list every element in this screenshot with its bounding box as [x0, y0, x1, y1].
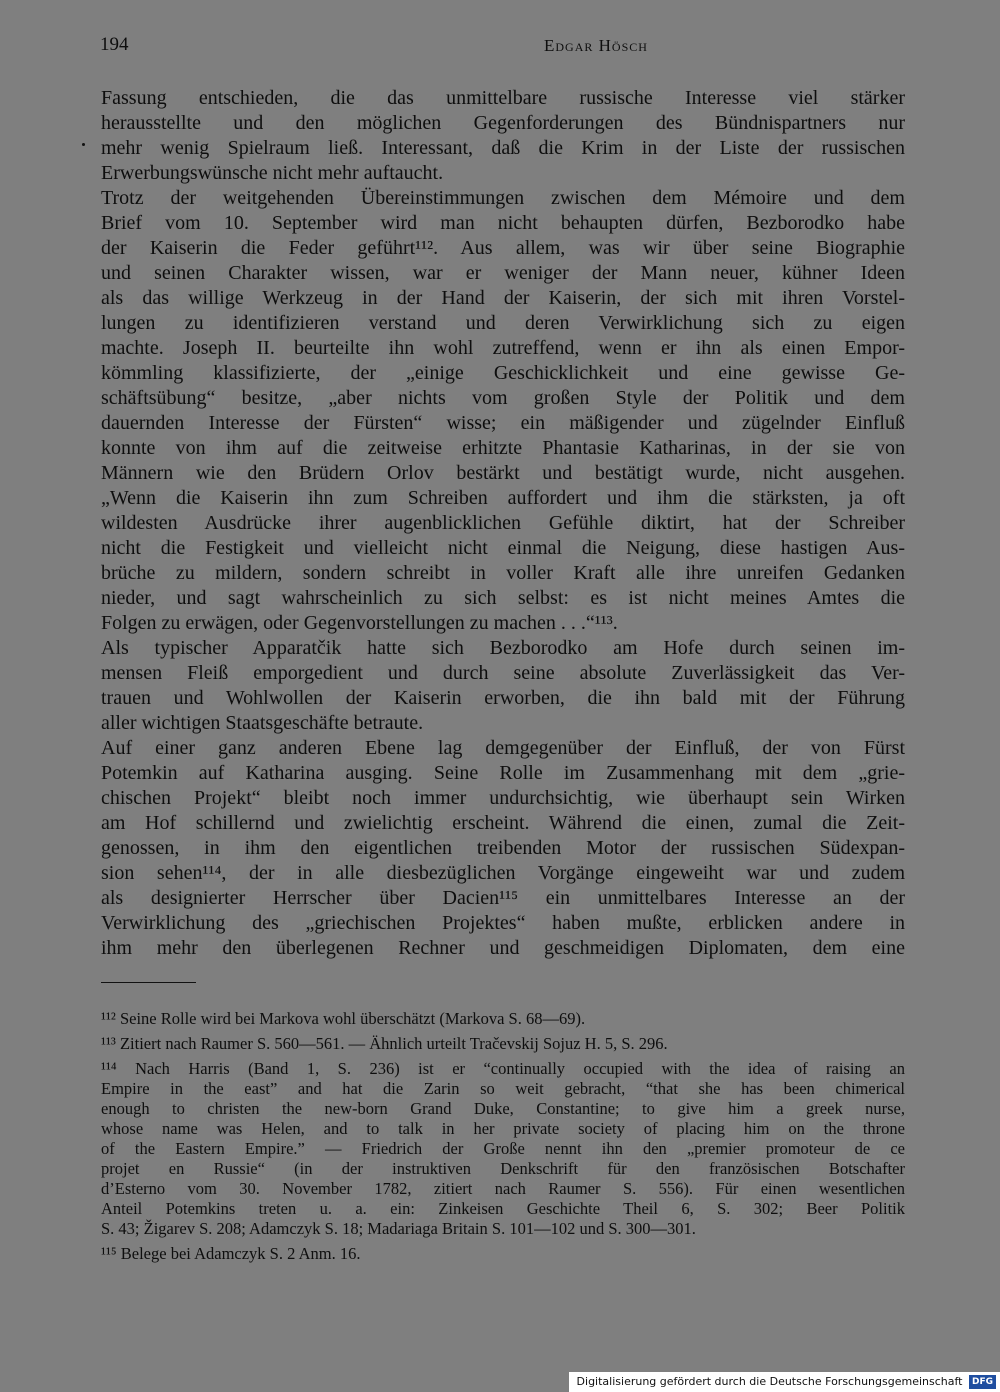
- footnote-line: ¹¹² Seine Rolle wird bei Markova wohl überschätzt (Markova S. 68—69).: [101, 1009, 586, 1028]
- footnote-divider: [101, 982, 196, 983]
- dfg-logo: DFG: [969, 1375, 996, 1389]
- text-line: und seinen Charakter wissen, war er weniger der Mann neuer, kühner Ideen: [101, 262, 905, 284]
- footnote-line: of the Eastern Empire.” — Friedrich der Große nennt ihn den „premier promoteur de ce: [101, 1139, 905, 1158]
- footnotes: [101, 1009, 905, 1264]
- text-line: chischen Projekt“ bleibt noch immer undurchsichtig, wie überhaupt sein Wirken: [101, 787, 905, 809]
- text-line: Fassung entschieden, die das unmittelbare russische Interesse viel stärker: [101, 87, 905, 109]
- text-line: Folgen zu erwägen, oder Gegenvorstellungen zu machen . . .“¹¹³.: [101, 612, 618, 634]
- text-line: „Wenn die Kaiserin ihn zum Schreiben auffordert und ihm die stärksten, ja oft: [101, 487, 905, 509]
- text-line: genossen, in ihm den eigentlichen treibenden Motor der russischen Südexpan-: [101, 837, 905, 859]
- running-head: Edgar Hösch: [544, 36, 648, 55]
- body-text: [101, 86, 905, 961]
- text-line: nieder, und sagt wahrscheinlich zu sich selbst: es ist nicht meines Amtes die: [101, 587, 905, 609]
- margin-mark: [82, 143, 85, 146]
- text-line: Als typischer Apparatčik hatte sich Bezborodko am Hofe durch seinen im-: [101, 637, 905, 659]
- footnote-112: [101, 1009, 905, 1029]
- text-line: mehr wenig Spielraum ließ. Interessant, daß die Krim in der Liste der russischen: [101, 137, 905, 159]
- footnote-line: ¹¹³ Zitiert nach Raumer S. 560—561. — Ähnlich urteilt Tračevskij Sojuz H. 5, S. 296.: [101, 1034, 668, 1053]
- footnote-line: Anteil Potemkins treten u. a. ein: Zinkeisen Geschichte Theil 6, S. 302; Beer Politik: [101, 1199, 905, 1218]
- text-line: nicht die Festigkeit und vielleicht nicht einmal die Neigung, diese hastigen Aus-: [101, 537, 905, 559]
- text-line: trauen und Wohlwollen der Kaiserin erworben, die ihn bald mit der Führung: [101, 687, 905, 709]
- funding-notice: [569, 1372, 1000, 1392]
- text-line: Männern wie den Brüdern Orlov bestärkt und bestätigt wurde, nicht ausgehen.: [101, 462, 905, 484]
- text-line: wildesten Ausdrücke ihrer augenblicklichen Gefühle diktirt, hat der Schreiber: [101, 512, 905, 534]
- footnote-line: S. 43; Žigarev S. 208; Adamczyk S. 18; Madariaga Britain S. 101—102 und S. 300—301.: [101, 1219, 696, 1238]
- text-line: als designierter Herrscher über Dacien¹¹⁵ ein unmittelbares Interesse an der: [101, 887, 905, 909]
- text-line: Auf einer ganz anderen Ebene lag demgegenüber der Einfluß, der von Fürst: [101, 737, 905, 759]
- footnote-line: ¹¹⁵ Belege bei Adamczyk S. 2 Anm. 16.: [101, 1244, 361, 1263]
- footnote-115: [101, 1244, 905, 1264]
- text-line: herausstellte und den möglichen Gegenforderungen des Bündnispartners nur: [101, 112, 905, 134]
- text-line: Verwirklichung des „griechischen Projektes“ haben mußte, erblicken andere in: [101, 912, 905, 934]
- text-line: dauernden Interesse der Fürsten“ wisse; ein mäßigender und zügelnder Einfluß: [101, 412, 905, 434]
- text-line: kömmling klassifizierte, der „einige Geschicklichkeit und eine gewisse Ge-: [101, 362, 905, 384]
- text-line: ihm mehr den überlegenen Rechner und geschmeidigen Diplomaten, dem eine: [101, 937, 905, 959]
- text-line: Erwerbungswünsche nicht mehr auftaucht.: [101, 162, 444, 184]
- page-number: 194: [100, 34, 129, 55]
- text-line: sion sehen¹¹⁴, der in alle diesbezüglichen Vorgänge eingeweiht war und zudem: [101, 862, 905, 884]
- footnote-line: Empire in the east” and hat die Zarin so weit gebracht, “that she has been chimerical: [101, 1079, 905, 1098]
- footnote-114: [101, 1059, 905, 1239]
- text-line: machte. Joseph II. beurteilte ihn wohl zutreffend, wenn er ihn als einen Empor-: [101, 337, 905, 359]
- text-line: der Kaiserin die Feder geführt¹¹². Aus allem, was wir über seine Biographie: [101, 237, 905, 259]
- footnote-line: whose name was Helen, and to talk in her private society of placing him on the throne: [101, 1119, 905, 1138]
- text-line: konnte von ihm auf die zeitweise erhitzte Phantasie Katharinas, in der sie von: [101, 437, 905, 459]
- footnote-line: enough to christen the new-born Grand Duke, Constantine; to give him a greek nurse,: [101, 1099, 905, 1118]
- footnote-line: d’Esterno vom 30. November 1782, zitiert nach Raumer S. 556). Für einen wesentlichen: [101, 1179, 905, 1198]
- footnote-113: [101, 1034, 905, 1054]
- text-line: als das willige Werkzeug in der Hand der Kaiserin, der sich mit ihren Vorstel-: [101, 287, 905, 309]
- page-header: [100, 34, 906, 60]
- text-line: Potemkin auf Katharina ausging. Seine Rolle im Zusammenhang mit dem „grie-: [101, 762, 905, 784]
- text-line: mensen Fleiß emporgedient und durch seine absolute Zuverlässigkeit das Ver-: [101, 662, 905, 684]
- text-line: am Hof schillernd und zwielichtig erscheint. Während die einen, zumal die Zeit-: [101, 812, 905, 834]
- text-line: aller wichtigen Staatsgeschäfte betraute.: [101, 712, 424, 734]
- text-line: lungen zu identifizieren verstand und deren Verwirklichung sich zu eigen: [101, 312, 905, 334]
- text-line: Trotz der weitgehenden Übereinstimmungen zwischen dem Mémoire und dem: [101, 187, 905, 209]
- text-line: Brief vom 10. September wird man nicht behaupten dürfen, Bezborodko habe: [101, 212, 905, 234]
- footnote-line: projet en Russie“ (in der instruktiven Denkschrift für den französischen Botschafter: [101, 1159, 905, 1178]
- text-line: schäftsübung“ besitze, „aber nichts vom großen Style der Politik und dem: [101, 387, 905, 409]
- text-line: brüche zu mildern, sondern schreibt in voller Kraft alle ihre unreifen Gedanken: [101, 562, 905, 584]
- funding-text: Digitalisierung gefördert durch die Deutsche Forschungsgemeinschaft: [576, 1375, 963, 1388]
- footnote-line: ¹¹⁴ Nach Harris (Band 1, S. 236) ist er “continually occupied with the idea of raising an: [101, 1059, 905, 1078]
